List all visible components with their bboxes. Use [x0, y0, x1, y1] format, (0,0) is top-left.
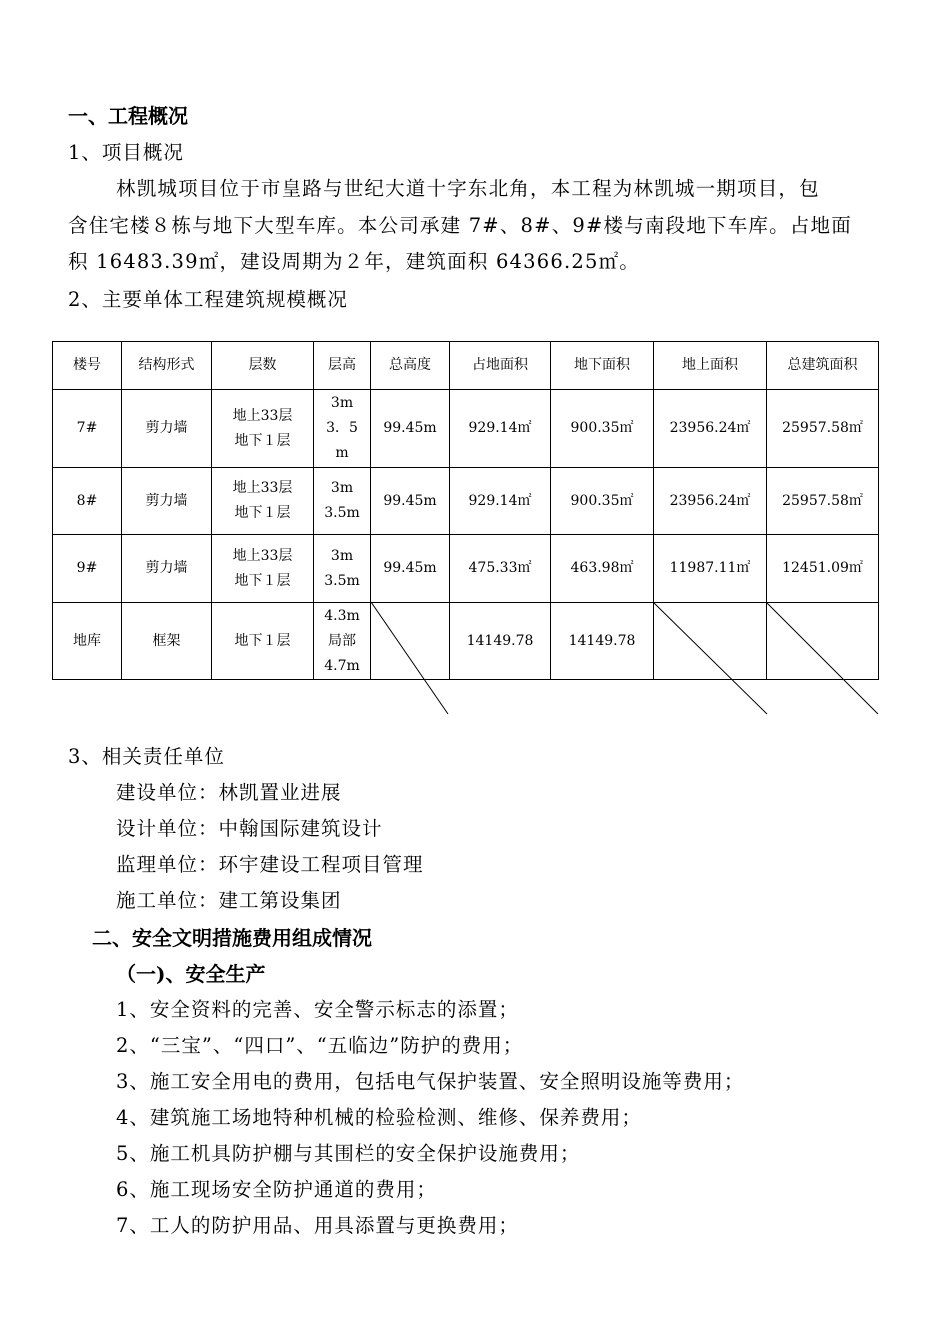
- structure-type: 剪力墙: [122, 535, 212, 603]
- underground-area: 900.35㎡: [551, 390, 654, 468]
- structure-type: 剪力墙: [122, 390, 212, 468]
- building-no: 8#: [53, 468, 122, 535]
- building-no: 9#: [53, 535, 122, 603]
- floors: 地上33层 地下１层: [212, 390, 314, 468]
- design-unit: 设计单位：中翰国际建筑设计: [116, 817, 383, 840]
- floor-height: 3m 3.5m: [314, 535, 371, 603]
- overview-line-1: 林凯城项目位于市皇路与世纪大道十字东北角，本工程为林凯城一期项目，包: [116, 177, 820, 200]
- header-cell: 地下面积: [551, 342, 654, 390]
- underground-area: 14149.78: [551, 603, 654, 680]
- structure-type: 剪力墙: [122, 468, 212, 535]
- list-item: 6、施工现场安全防护通道的费用；: [116, 1178, 437, 1201]
- above-ground-area: 23956.24㎡: [654, 390, 767, 468]
- building-no: 7#: [53, 390, 122, 468]
- construction-unit: 建设单位：林凯置业进展: [116, 781, 342, 804]
- floors: 地上33层 地下１层: [212, 468, 314, 535]
- land-area: 14149.78: [450, 603, 551, 680]
- total-building-area: 25957.58㎡: [767, 468, 879, 535]
- header-cell: 占地面积: [450, 342, 551, 390]
- land-area: 929.14㎡: [450, 390, 551, 468]
- list-item: 3、施工安全用电的费用，包括电气保护装置、安全照明设施等费用；: [116, 1070, 745, 1093]
- list-item: 7、工人的防护用品、用具添置与更换费用；: [116, 1214, 519, 1237]
- floor-height: 3m 3．5 m: [314, 390, 371, 468]
- total-height: 99.45m: [371, 390, 450, 468]
- list-item: 2、“三宝”、“四口”、“五临边”防护的费用；: [116, 1034, 524, 1057]
- list-item: 5、施工机具防护棚与其围栏的安全保护设施费用；: [116, 1142, 581, 1165]
- diagonal-line: [371, 602, 448, 714]
- total-height: 99.45m: [371, 468, 450, 535]
- total-building-area: 25957.58㎡: [767, 390, 879, 468]
- overview-line-2: 含住宅楼８栋与地下大型车库。本公司承建 7#、8#、9#楼与南段地下车库。占地面: [68, 214, 852, 237]
- land-area: 929.14㎡: [450, 468, 551, 535]
- above-ground-area: 11987.11㎡: [654, 535, 767, 603]
- responsible-units-title: 3、相关责任单位: [68, 745, 225, 768]
- safety-production-title: （一)、安全生产: [116, 962, 266, 986]
- land-area: 475.33㎡: [450, 535, 551, 603]
- floor-height: 4.3m 局部 4.7m: [314, 603, 371, 680]
- contractor-unit: 施工单位：建工第设集团: [116, 889, 342, 912]
- floors: 地下１层: [212, 603, 314, 680]
- header-cell: 结构形式: [122, 342, 212, 390]
- header-cell: 总建筑面积: [767, 342, 879, 390]
- above-ground-area: 23956.24㎡: [654, 468, 767, 535]
- underground-area: 463.98㎡: [551, 535, 654, 603]
- diagonal-line: [766, 602, 878, 714]
- diagonal-line: [653, 602, 767, 714]
- overview-line-3: 积 16483.39㎡，建设周期为２年，建筑面积 64366.25㎡。: [68, 250, 640, 273]
- structure-type: 框架: [122, 603, 212, 680]
- scale-overview-title: 2、主要单体工程建筑规模概况: [68, 288, 348, 311]
- floor-height: 3m 3.5m: [314, 468, 371, 535]
- header-cell: 层高: [314, 342, 371, 390]
- section2-title: 二、安全文明措施费用组成情况: [92, 926, 372, 950]
- header-cell: 楼号: [53, 342, 122, 390]
- total-height: 99.45m: [371, 535, 450, 603]
- list-item: 1、安全资料的完善、安全警示标志的添置；: [116, 998, 519, 1021]
- total-building-area: 12451.09㎡: [767, 535, 879, 603]
- supervision-unit: 监理单位：环宇建设工程项目管理: [116, 853, 424, 876]
- underground-area: 900.35㎡: [551, 468, 654, 535]
- header-cell: 总高度: [371, 342, 450, 390]
- list-item: 4、建筑施工场地特种机械的检验检测、维修、保养费用；: [116, 1106, 642, 1129]
- floors: 地上33层 地下１层: [212, 535, 314, 603]
- building-no: 地库: [53, 603, 122, 680]
- header-cell: 层数: [212, 342, 314, 390]
- header-cell: 地上面积: [654, 342, 767, 390]
- project-overview-title: 1、项目概况: [68, 141, 184, 164]
- section1-title: 一、工程概况: [68, 104, 188, 128]
